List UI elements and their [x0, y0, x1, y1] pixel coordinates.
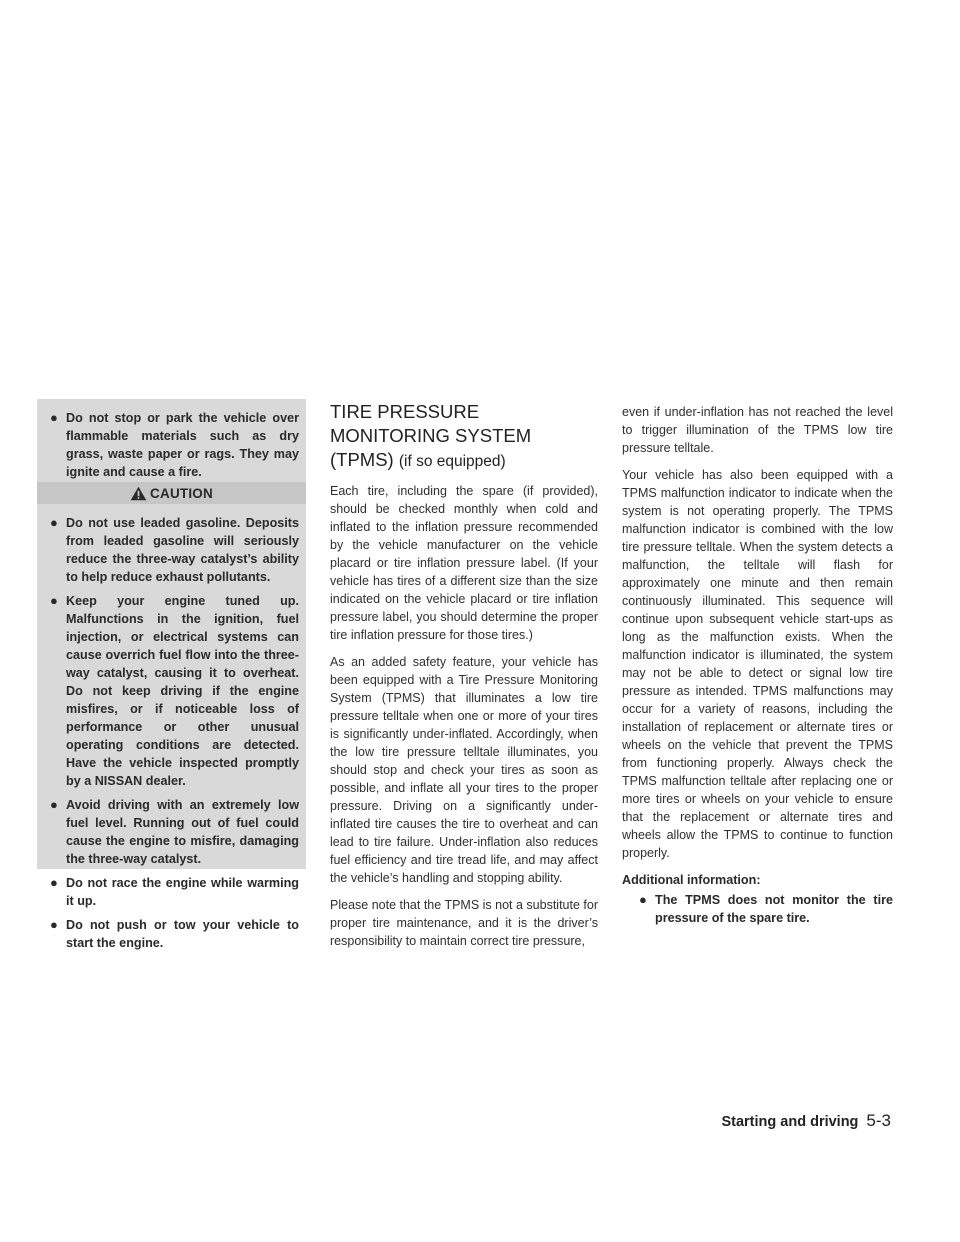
bullet-icon: ●: [50, 797, 58, 812]
additional-info-list: [636, 891, 893, 927]
section-heading-suffix: (if so equipped): [398, 453, 506, 470]
bullet-icon: ●: [639, 892, 647, 907]
tpms-section: [330, 400, 598, 959]
caution-box: [37, 482, 306, 950]
right-column: [622, 403, 893, 927]
paragraph: Your vehicle has also been equipped with a TPMS malfunction indicator to indicate when the system is not operating properly. The TPMS malfunction indicator is combined with the low tire pressure telltale. When the system detects a malfunction, the telltale will flash for approximately one minute and then remain continuously illuminated. This sequence will continue upon subsequent vehicle start-ups as long as the malfunction exists. When the malfunction indicator is illuminated, the system may not be able to detect or signal low tire pressure as intended. TPMS malfunctions may occur for a variety of reasons, including the installation of replacement or alternate tires or wheels on the vehicle that prevent the TPMS from functioning properly. Always check the TPMS malfunction telltale after replacing one or more tires or wheels on your vehicle to ensure that the replacement or alternate tires and wheels allow the TPMS to continue to function properly.: [622, 468, 893, 860]
caution-item-text: Avoid driving with an extremely low fuel level. Running out of fuel could cause the engine to misfire, damaging the three-way catalyst.: [66, 798, 299, 866]
bullet-icon: ●: [50, 515, 58, 530]
additional-info-item: [636, 891, 893, 927]
paragraph: As an added safety feature, your vehicle has been equipped with a Tire Pressure Monitoring System (TPMS) that illuminates a low tire pressure telltale when one or more of your tires is significantly under-inflated. Accordingly, when the low tire pressure telltale illuminates, you should stop and check your tires as soon as possible, and inflate all your tires to the proper pressure. Driving on a significantly under-inflated tire causes the tire to overheat and can lead to tire failure. Under-inflation also reduces fuel efficiency and tire tread life, and may affect the vehicle’s handling and stopping ability.: [330, 655, 598, 885]
caution-item: [47, 514, 299, 586]
section-heading: [330, 400, 598, 474]
caution-item: [47, 874, 299, 910]
caution-title: CAUTION: [150, 485, 213, 501]
caution-item: [47, 796, 299, 868]
section-heading-text: TIRE PRESSURE MONITORING SYSTEM (TPMS): [330, 401, 532, 470]
bullet-icon: ●: [50, 410, 58, 425]
caution-item-text: Keep your engine tuned up. Malfunctions in the ignition, fuel injection, or electrical systems can cause overrich fuel flow into the three-way catalyst, causing it to overheat. Do not keep driving if the engine misfires, or if noticeable loss of performance or other unusual operating conditions are detected. Have the vehicle inspected promptly by a NISSAN dealer.: [66, 594, 299, 788]
warning-list: [47, 409, 299, 481]
caution-item-text: Do not use leaded gasoline. Deposits from leaded gasoline will seriously reduce the three-way catalyst’s ability to help reduce exhaust pollutants.: [66, 516, 299, 584]
bullet-icon: ●: [50, 593, 58, 608]
caution-item-text: Do not race the engine while warming it up.: [66, 876, 299, 908]
warning-item-text: Do not stop or park the vehicle over flammable materials such as dry grass, waste paper or rags. They may ignite and cause a fire.: [66, 411, 299, 479]
footer-section-name: Starting and driving: [721, 1114, 859, 1130]
caution-header: [37, 482, 306, 504]
paragraph: even if under-inflation has not reached the level to trigger illumination of the TPMS low tire pressure telltale.: [622, 405, 893, 455]
bullet-icon: ●: [50, 917, 58, 932]
additional-info-label: Additional information:: [622, 873, 761, 887]
page-footer: [721, 1111, 891, 1131]
bullet-icon: ●: [50, 875, 58, 890]
caution-item: [47, 916, 299, 952]
additional-info-text: The TPMS does not monitor the tire pressure of the spare tire.: [655, 893, 893, 925]
caution-item: [47, 592, 299, 790]
caution-item-text: Do not push or tow your vehicle to start the engine.: [66, 918, 299, 950]
caution-list: [47, 514, 299, 958]
paragraph: Each tire, including the spare (if provided), should be checked monthly when cold and inflated to the inflation pressure recommended by the vehicle manufacturer on the vehicle placard or tire inflation pressure label. (If your vehicle has tires of a different size than the size indicated on the vehicle placard or tire inflation pressure label, you should determine the proper tire inflation pressure for those tires.): [330, 484, 598, 642]
page-number: 5-3: [866, 1111, 891, 1130]
warning-item: [47, 409, 299, 481]
paragraph: Please note that the TPMS is not a substitute for proper tire maintenance, and it is the driver’s responsibility to maintain correct tire pressure,: [330, 898, 598, 948]
warning-triangle-icon: [130, 486, 147, 501]
